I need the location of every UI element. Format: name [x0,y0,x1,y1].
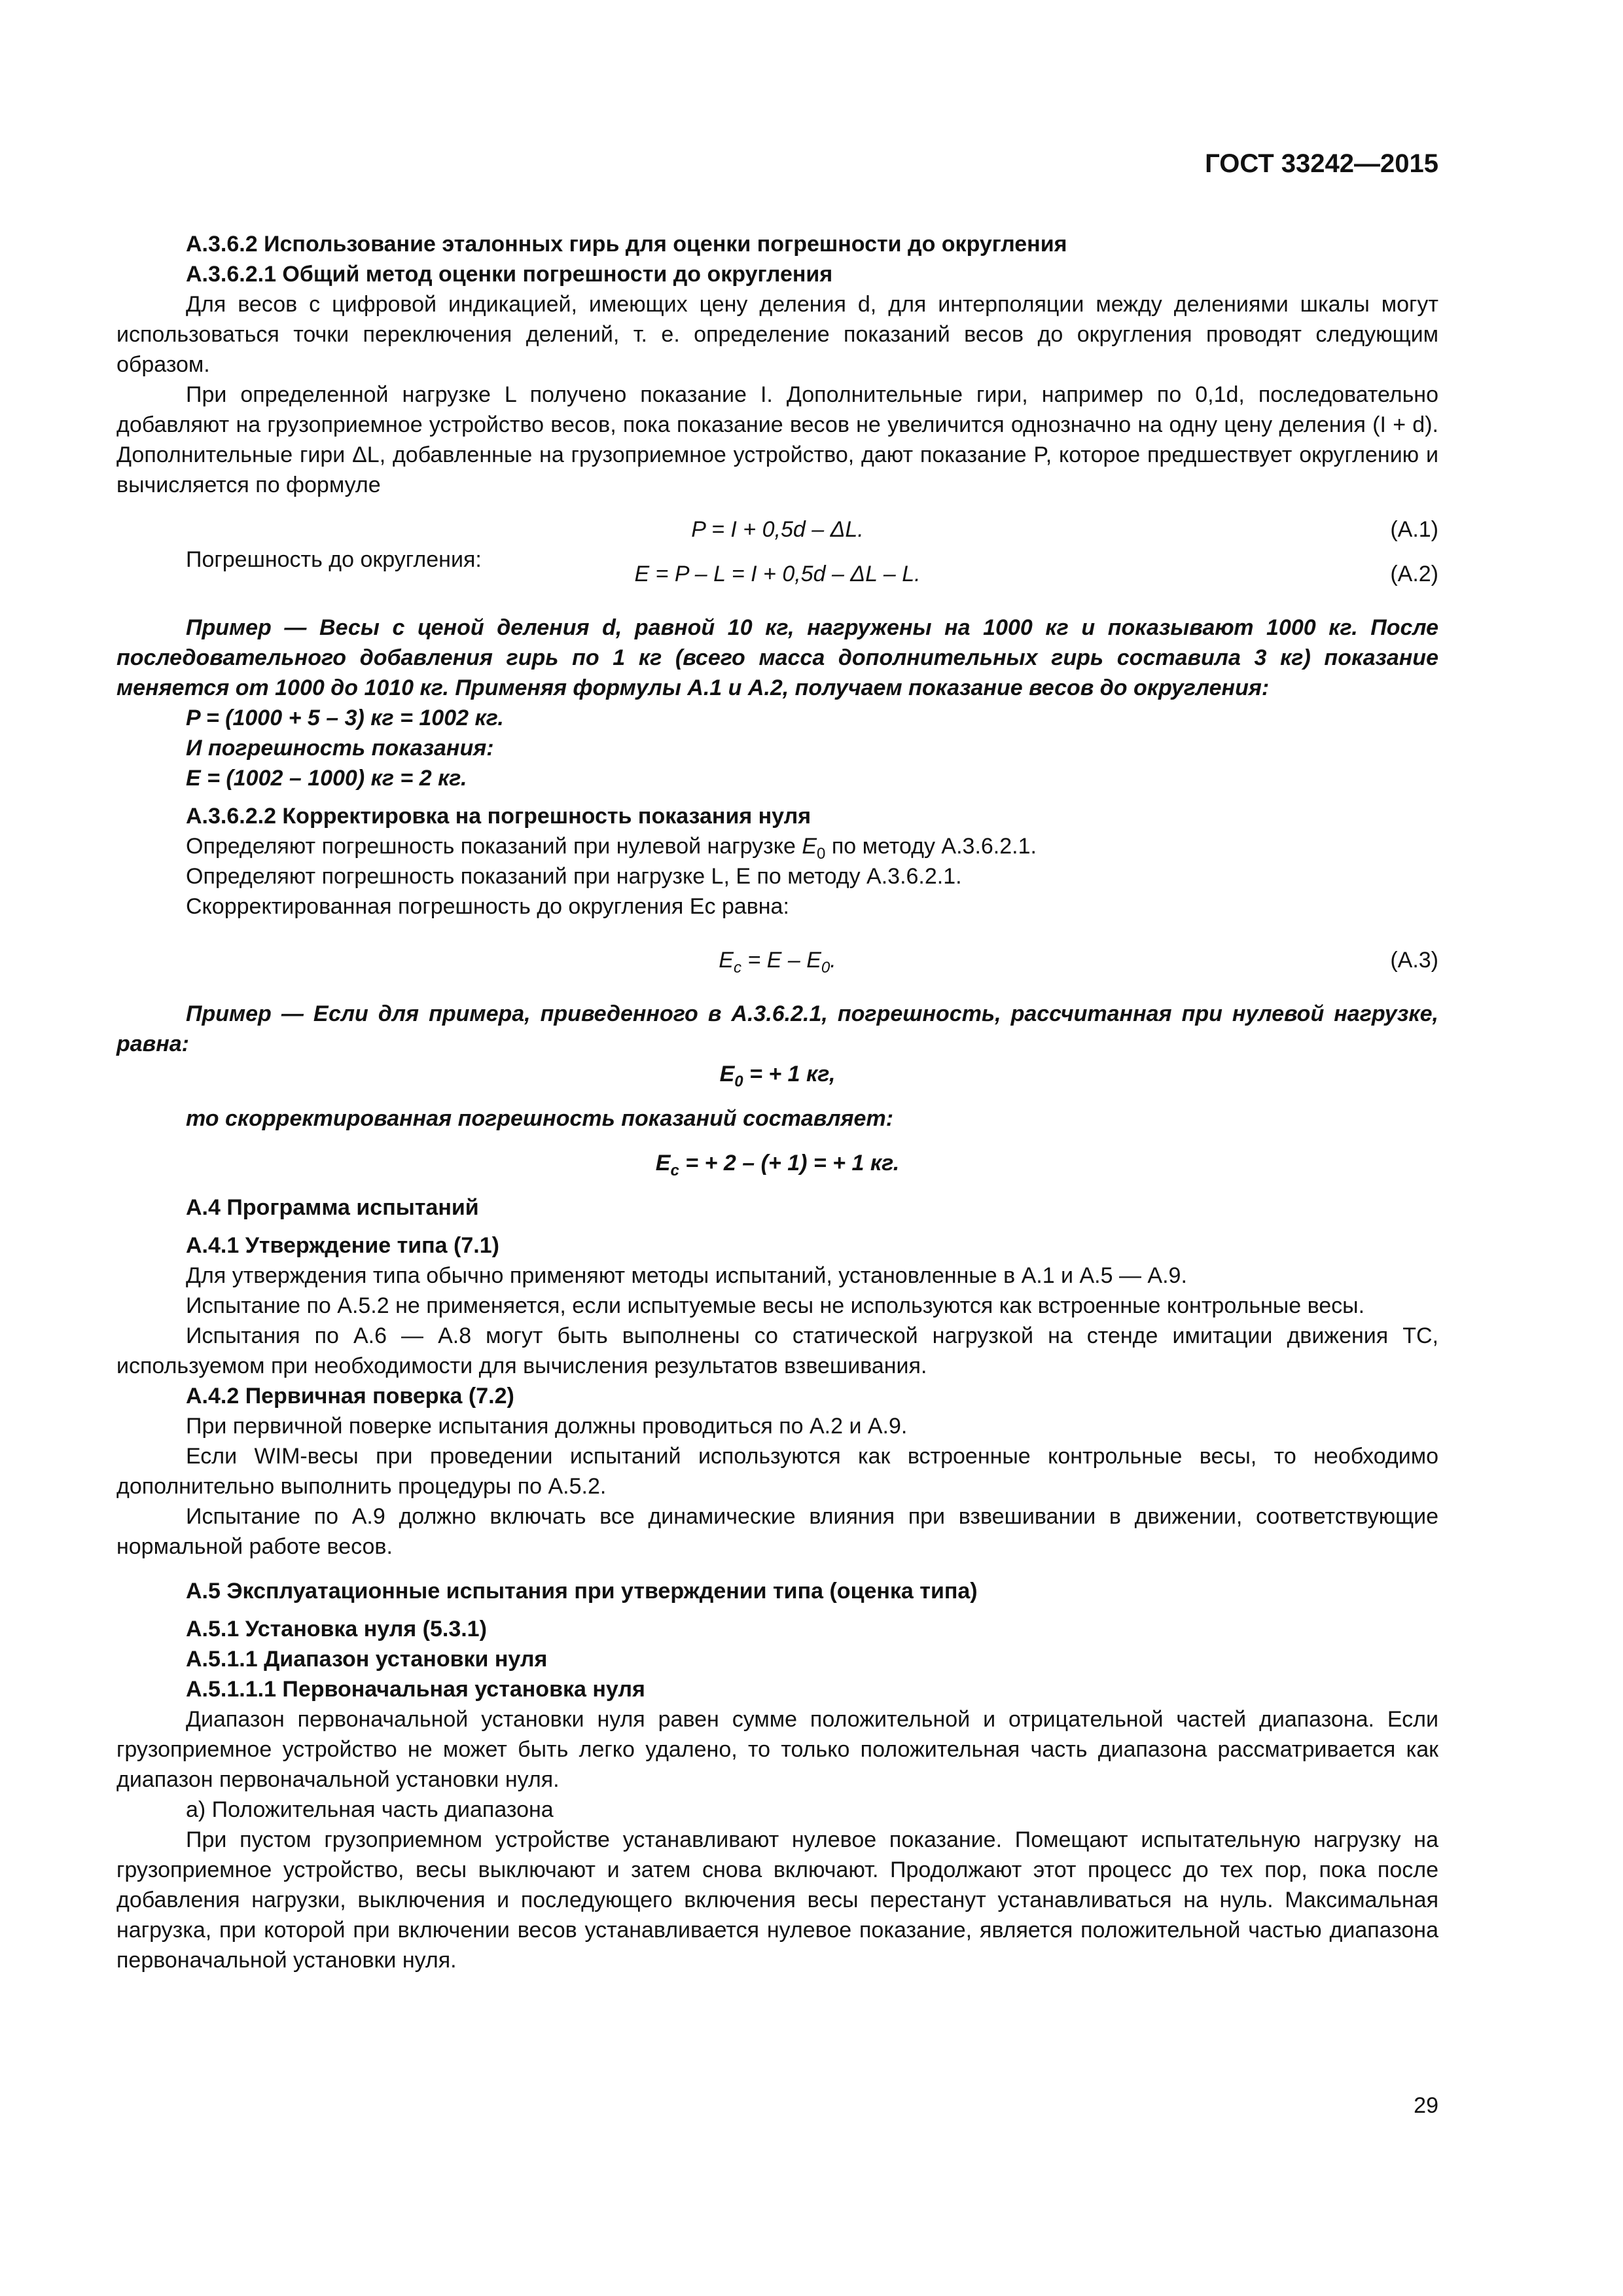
example-line: то скорректированная погрешность показаний составляет: [186,1106,894,1131]
formula-a1 [116,514,1438,545]
example-line: И погрешность показания: [186,736,494,761]
formula-a2 [116,559,1438,589]
example-formula-p: P = (1000 + 5 – 3) кг = 1002 кг. [186,706,504,730]
paragraph: Для утверждения типа обычно применяют методы испытаний, установленные в А.1 и А.5 — А.9. [186,1263,1187,1288]
paragraph: При первичной поверке испытания должны проводиться по А.2 и А.9. [186,1414,908,1439]
list-item: а) Положительная часть диапазона [186,1797,554,1822]
example-text: Пример — Весы с ценой деления d, равной 10 кг, нагружены на 1000 кг и показывают 1000 кг. После последовательного добавления гирь по 1 кг (всего масса дополнительных гирь составила 3 кг) показание меняется от 1000 до 1010 кг. Применяя формулы А.1 и А.2, получаем показание весов до округления: [116,615,1438,700]
section-heading-a4-1: А.4.1 Утверждение типа (7.1) [186,1233,499,1258]
document-body [116,229,1438,1975]
formula-a1-expression: P = I + 0,5d – ΔL. [691,517,864,542]
example-text: Пример — Если для примера, приведенного в А.3.6.2.1, погрешность, рассчитанная при нулевой нагрузке, равна: [116,1001,1438,1056]
paragraph: Определяют погрешность показаний при нагрузке L, E по методу А.3.6.2.1. [186,864,962,889]
paragraph: Скорректированная погрешность до округления Ec равна: [186,894,789,919]
paragraph: Диапазон первоначальной установки нуля равен сумме положительной и отрицательной частей диапазона. Если грузоприемное устройство не может быть легко удалено, то только положительная часть диапазона рассматривается как диапазон первоначальной установки нуля. [116,1707,1438,1792]
example-formula-ec: $E_c$ = + 2 – (+ 1) = + 1 кг. [655,1151,900,1179]
paragraph: Испытание по А.9 должно включать все динамические влияния при взвешивании в движении, соответствующие нормальной работе весов. [116,1504,1438,1559]
section-heading-a3-6-2-1: А.3.6.2.1 Общий метод оценки погрешности до округления [186,262,833,287]
formula-a3-number: (А.3) [1390,948,1438,973]
paragraph: При определенной нагрузке L получено показание I. Дополнительные гири, например по 0,1d, последовательно добавляют на грузоприемное устройство весов, пока показание весов не увеличится однозначно на одну цену деления (I + d). Дополнительные гири ΔL, добавленные на грузоприемное устройство, дают показание P, которое предшествует округлению и вычисляется по формуле [116,382,1438,497]
paragraph: При пустом грузоприемном устройстве устанавливают нулевое показание. Помещают испытательную нагрузку на грузоприемное устройство, весы выключают и затем снова включают. Продолжают этот процесс до тех пор, пока после добавления нагрузки, выключения и последующего включения весы перестанут устанавливаться на нуль. Максимальная нагрузка, при которой при включении весов устанавливается нулевое показание, является положительной частью диапазона первоначальной установки нуля. [116,1827,1438,1973]
section-heading-a4: А.4 Программа испытаний [186,1195,479,1220]
formula-a2-number: (А.2) [1390,562,1438,586]
document-code: ГОСТ 33242—2015 [1205,149,1438,178]
paragraph: Если WIM-весы при проведении испытаний используются как встроенные контрольные весы, то необходимо дополнительно выполнить процедуры по А.5.2. [116,1444,1438,1499]
section-heading-a3-6-2: А.3.6.2 Использование эталонных гирь для оценки погрешности до округления [186,232,1067,257]
formula-a2-label: Погрешность до округления: [186,547,482,572]
section-heading-a3-6-2-2: А.3.6.2.2 Корректировка на погрешность показания нуля [186,804,812,829]
paragraph: Определяют погрешность показаний при нулевой нагрузке $E_0$ по методу А.3.6.2.1. [186,834,1037,863]
formula-a3-expression: $E_c = E - E_0$. [719,948,836,977]
formula-a1-number: (А.1) [1390,517,1438,542]
paragraph: Для весов с цифровой индикацией, имеющих цену деления d, для интерполяции между делениями шкалы могут использоваться точки переключения делений, т. е. определение показаний весов до округления проводят следующим образом. [116,292,1438,377]
formula-a3 [116,945,1438,975]
formula-a2-expression: E = P – L = I + 0,5d – ΔL – L. [634,562,921,586]
section-heading-a5: А.5 Эксплуатационные испытания при утверждении типа (оценка типа) [186,1579,978,1604]
section-heading-a4-2: А.4.2 Первичная поверка (7.2) [186,1384,514,1408]
section-heading-a5-1-1-1: А.5.1.1.1 Первоначальная установка нуля [186,1677,645,1702]
section-heading-a5-1: А.5.1 Установка нуля (5.3.1) [186,1617,487,1641]
example-formula-e: E = (1002 – 1000) кг = 2 кг. [186,766,467,791]
paragraph: Испытания по А.6 — А.8 могут быть выполнены со статической нагрузкой на стенде имитации движения ТС, используемом при необходимости для вычисления результатов взвешивания. [116,1323,1438,1378]
page-number: 29 [1414,2093,1438,2118]
example-formula-e0: $E_0$ = + 1 кг, [719,1062,836,1090]
section-heading-a5-1-1: А.5.1.1 Диапазон установки нуля [186,1647,548,1672]
paragraph: Испытание по А.5.2 не применяется, если испытуемые весы не используются как встроенные контрольные весы. [186,1293,1365,1318]
